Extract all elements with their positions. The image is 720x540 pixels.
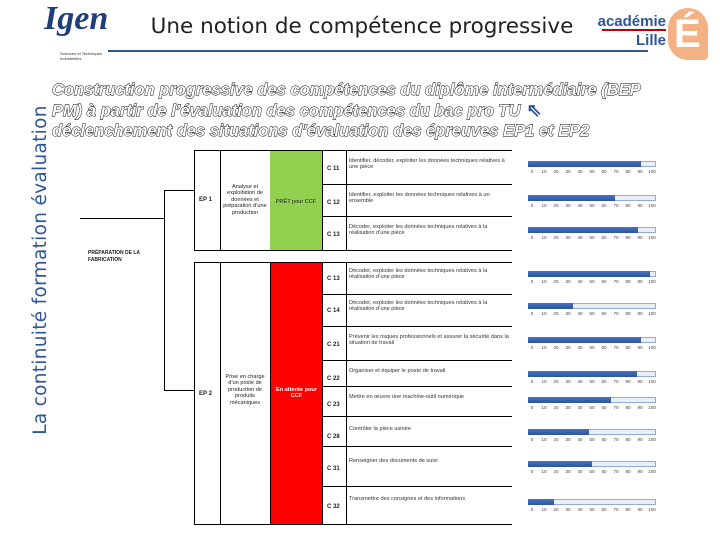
connector-to-ep2: [164, 390, 194, 391]
title-divider: [108, 50, 648, 52]
scale-tick-label: 20: [553, 235, 559, 240]
sidebar-vertical-title: La continuité formation évaluation: [30, 105, 51, 435]
level-bar-fill: [528, 429, 589, 435]
scale-tick-label: 50: [589, 469, 595, 474]
scale-tick-label: 40: [577, 203, 583, 208]
level-scale: [528, 379, 656, 385]
scale-tick-label: 80: [625, 311, 631, 316]
level-scale: [528, 345, 656, 351]
competency-diagram: [0, 150, 720, 540]
competency-level-bar: [528, 370, 656, 384]
scale-tick-label: 10: [541, 203, 547, 208]
scale-tick-label: 50: [589, 203, 595, 208]
scale-tick-label: 90: [637, 279, 643, 284]
ep1-divider-4: [346, 150, 347, 250]
scale-tick-label: 70: [613, 235, 619, 240]
scale-tick-label: 10: [541, 469, 547, 474]
scale-tick-label: 0: [530, 507, 534, 512]
scale-tick-label: 50: [589, 169, 595, 174]
row-separator: [322, 326, 512, 327]
scale-tick-label: 30: [565, 507, 571, 512]
ep2-border-bottom: [194, 524, 512, 525]
scale-tick-label: 60: [601, 345, 607, 350]
ep1-border-top: [194, 150, 512, 151]
scale-tick-label: 60: [601, 311, 607, 316]
scale-tick-label: 80: [625, 469, 631, 474]
scale-tick-label: 80: [625, 437, 631, 442]
scale-tick-label: 10: [541, 311, 547, 316]
scale-tick-label: 70: [613, 437, 619, 442]
level-scale: [528, 235, 656, 241]
scale-tick-label: 60: [601, 469, 607, 474]
scale-tick-label: 30: [565, 203, 571, 208]
level-bar-fill: [528, 303, 573, 309]
scale-tick-label: 90: [637, 169, 643, 174]
scale-tick-label: 100: [648, 345, 656, 350]
scale-tick-label: 90: [637, 379, 643, 384]
scale-tick-label: 70: [613, 345, 619, 350]
ep2-title: Prise en charge d’un poste de production de produits mécaniques: [225, 374, 265, 406]
scale-tick-label: 50: [589, 345, 595, 350]
ep2-status: En attente pour CCF: [275, 387, 318, 400]
competency-text: Mettre en œuvre une machine-outil numérique: [349, 394, 465, 400]
scale-tick-label: 20: [553, 469, 559, 474]
scale-tick-label: 10: [541, 169, 547, 174]
scale-tick-label: 50: [589, 507, 595, 512]
level-bar-fill: [528, 499, 554, 505]
scale-tick-label: 50: [589, 379, 595, 384]
academie-rule: [602, 29, 666, 31]
connector-to-ep1: [164, 190, 194, 191]
scale-tick-label: 40: [577, 379, 583, 384]
scale-tick-label: 100: [648, 507, 656, 512]
competency-code: C 21: [327, 342, 340, 348]
ep2-border-top: [194, 262, 512, 263]
competency-text: Décoder, exploiter les données techniques relatives à la réalisation d’une pièce: [349, 268, 488, 281]
competency-level-bar: [528, 498, 656, 512]
competency-code: C 11: [327, 166, 340, 172]
scale-tick-label: 80: [625, 169, 631, 174]
competency-level-bar: [528, 428, 656, 442]
ep1-divider-1: [220, 150, 221, 250]
row-separator: [322, 216, 512, 217]
academie-e-mark: [668, 8, 708, 60]
scale-tick-label: 90: [637, 235, 643, 240]
scale-tick-label: 0: [530, 169, 534, 174]
competency-text: Décoder, exploiter les données techniques relatives à la réalisation d’une pièce: [349, 300, 488, 313]
row-separator: [322, 386, 512, 387]
scale-tick-label: 50: [589, 405, 595, 410]
row-separator: [322, 294, 512, 295]
scale-tick-label: 30: [565, 235, 571, 240]
row-separator: [322, 486, 512, 487]
ep1-code: EP 1: [199, 197, 212, 203]
level-bar-fill: [528, 195, 615, 201]
scale-tick-label: 70: [613, 169, 619, 174]
scale-tick-label: 40: [577, 507, 583, 512]
scale-tick-label: 100: [648, 469, 656, 474]
competency-level-bar: [528, 460, 656, 474]
competency-code: C 31: [327, 466, 340, 472]
scale-tick-label: 40: [577, 469, 583, 474]
igen-logo-subtitle: Sciences et Techniques Industrielles: [60, 51, 102, 61]
scale-tick-label: 0: [530, 405, 534, 410]
scale-tick-label: 90: [637, 507, 643, 512]
scale-tick-label: 20: [553, 405, 559, 410]
scale-tick-label: 80: [625, 379, 631, 384]
scale-tick-label: 30: [565, 279, 571, 284]
scale-tick-label: 90: [637, 405, 643, 410]
scale-tick-label: 20: [553, 311, 559, 316]
scale-tick-label: 70: [613, 311, 619, 316]
competency-text: Identifier, décoder, exploiter les données techniques relatives à une pièce: [349, 158, 505, 171]
level-bar-fill: [528, 461, 592, 467]
scale-tick-label: 0: [530, 311, 534, 316]
scale-tick-label: 10: [541, 507, 547, 512]
competency-code: C 13: [327, 232, 340, 238]
scale-tick-label: 20: [553, 507, 559, 512]
competency-level-bar: [528, 302, 656, 316]
scale-tick-label: 90: [637, 469, 643, 474]
scale-tick-label: 50: [589, 279, 595, 284]
scale-tick-label: 0: [530, 379, 534, 384]
scale-tick-label: 70: [613, 405, 619, 410]
connector-line: [80, 218, 164, 219]
level-bar-fill: [528, 227, 638, 233]
heading-line-3: déclenchement des situations d’évaluation des épreuves EP1 et EP2: [52, 122, 590, 140]
ep2-divider-4: [346, 262, 347, 524]
row-separator: [322, 446, 512, 447]
scale-tick-label: 0: [530, 469, 534, 474]
academie-word: académie: [597, 13, 666, 30]
scale-tick-label: 0: [530, 279, 534, 284]
scale-tick-label: 60: [601, 437, 607, 442]
scale-tick-label: 100: [648, 203, 656, 208]
scale-tick-label: 40: [577, 405, 583, 410]
ep1-status: PRÊT pour CCF: [275, 199, 317, 205]
scale-tick-label: 100: [648, 279, 656, 284]
ep1-border-left: [194, 150, 195, 250]
scale-tick-label: 10: [541, 437, 547, 442]
scale-tick-label: 20: [553, 203, 559, 208]
ep2-border-left: [194, 262, 195, 524]
scale-tick-label: 60: [601, 169, 607, 174]
scale-tick-label: 60: [601, 405, 607, 410]
competency-text: Organiser et équiper le poste de travail: [349, 368, 446, 374]
ep2-code: EP 2: [199, 391, 212, 397]
scale-tick-label: 90: [637, 437, 643, 442]
level-scale: [528, 507, 656, 513]
scale-tick-label: 60: [601, 379, 607, 384]
scale-tick-label: 80: [625, 345, 631, 350]
scale-tick-label: 60: [601, 279, 607, 284]
level-scale: [528, 169, 656, 175]
competency-level-bar: [528, 226, 656, 240]
level-scale: [528, 437, 656, 443]
scale-tick-label: 100: [648, 405, 656, 410]
ep2-divider-3: [322, 262, 323, 524]
scale-tick-label: 30: [565, 311, 571, 316]
competency-level-bar: [528, 396, 656, 410]
scale-tick-label: 100: [648, 311, 656, 316]
scale-tick-label: 100: [648, 235, 656, 240]
scale-tick-label: 80: [625, 405, 631, 410]
ep2-divider-1: [220, 262, 221, 524]
scale-tick-label: 60: [601, 235, 607, 240]
scale-tick-label: 30: [565, 437, 571, 442]
lille-word: Lille: [635, 32, 666, 49]
scale-tick-label: 10: [541, 405, 547, 410]
scale-tick-label: 80: [625, 507, 631, 512]
competency-level-bar: [528, 270, 656, 284]
scale-tick-label: 40: [577, 437, 583, 442]
scale-tick-label: 80: [625, 279, 631, 284]
slide-title: Une notion de compétence progressive: [150, 14, 574, 39]
ep1-title: Analyse et exploitation de données et préparation d’une production: [223, 184, 267, 216]
scale-tick-label: 10: [541, 345, 547, 350]
scale-tick-label: 10: [541, 279, 547, 284]
row-separator: [322, 416, 512, 417]
competency-text: Contrôler la pièce usinée: [349, 426, 411, 432]
competency-code: C 23: [327, 402, 340, 408]
scale-tick-label: 30: [565, 405, 571, 410]
cursor-arrow-icon: ⇖: [526, 100, 542, 120]
competency-text: Transmettre des consignes et des informations: [349, 496, 466, 502]
level-bar-fill: [528, 397, 611, 403]
scale-tick-label: 80: [625, 235, 631, 240]
competency-code: C 12: [327, 200, 340, 206]
row-separator: [322, 184, 512, 185]
igen-logo-word: Igen: [44, 0, 109, 37]
competency-code: C 22: [327, 376, 340, 382]
scale-tick-label: 80: [625, 203, 631, 208]
level-bar-fill: [528, 337, 641, 343]
left-label: PRÉPARATION DE LA FABRICATION: [88, 250, 140, 263]
academie-lille-logo: [597, 8, 716, 62]
competency-level-bar: [528, 336, 656, 350]
scale-tick-label: 20: [553, 345, 559, 350]
competency-text: Prévenir les risques professionnels et assurer la sécurité dans la situation de travail: [349, 334, 509, 347]
competency-code: C 13: [327, 276, 340, 282]
scale-tick-label: 10: [541, 379, 547, 384]
competency-code: C 28: [327, 434, 340, 440]
competency-text: Identifier, exploiter les données techniques relatives à un ensemble: [349, 192, 490, 205]
scale-tick-label: 60: [601, 507, 607, 512]
scale-tick-label: 0: [530, 437, 534, 442]
scale-tick-label: 70: [613, 279, 619, 284]
heading-line-2: [52, 100, 712, 121]
scale-tick-label: 0: [530, 235, 534, 240]
scale-tick-label: 70: [613, 507, 619, 512]
scale-tick-label: 40: [577, 235, 583, 240]
igen-logo: [44, 0, 110, 66]
scale-tick-label: 0: [530, 345, 534, 350]
level-scale: [528, 203, 656, 209]
competency-code: C 32: [327, 504, 340, 510]
scale-tick-label: 60: [601, 203, 607, 208]
connector-vertical: [164, 190, 165, 390]
level-scale: [528, 405, 656, 411]
level-bar-fill: [528, 371, 637, 377]
level-scale: [528, 469, 656, 475]
scale-tick-label: 20: [553, 437, 559, 442]
scale-tick-label: 90: [637, 345, 643, 350]
scale-tick-label: 30: [565, 345, 571, 350]
scale-tick-label: 10: [541, 235, 547, 240]
level-scale: [528, 311, 656, 317]
ep1-border-bottom: [194, 250, 512, 251]
scale-tick-label: 20: [553, 169, 559, 174]
scale-tick-label: 50: [589, 235, 595, 240]
scale-tick-label: 30: [565, 169, 571, 174]
academie-mark-letter: É: [674, 12, 701, 56]
level-scale: [528, 279, 656, 285]
scale-tick-label: 100: [648, 437, 656, 442]
scale-tick-label: 40: [577, 169, 583, 174]
competency-level-bar: [528, 160, 656, 174]
ep1-divider-3: [322, 150, 323, 250]
scale-tick-label: 90: [637, 203, 643, 208]
row-separator: [322, 360, 512, 361]
competency-code: C 14: [327, 308, 340, 314]
scale-tick-label: 20: [553, 279, 559, 284]
scale-tick-label: 100: [648, 379, 656, 384]
competency-text: Décoder, exploiter les données techniques relatives à la réalisation d’une pièce: [349, 224, 488, 237]
scale-tick-label: 70: [613, 203, 619, 208]
scale-tick-label: 30: [565, 469, 571, 474]
heading-line-2-text: PM) à partir de l’évaluation des compétences du bac pro TU: [52, 102, 521, 120]
scale-tick-label: 70: [613, 469, 619, 474]
scale-tick-label: 30: [565, 379, 571, 384]
scale-tick-label: 70: [613, 379, 619, 384]
scale-tick-label: 0: [530, 203, 534, 208]
scale-tick-label: 100: [648, 169, 656, 174]
scale-tick-label: 50: [589, 311, 595, 316]
scale-tick-label: 40: [577, 345, 583, 350]
level-bar-fill: [528, 271, 650, 277]
scale-tick-label: 50: [589, 437, 595, 442]
scale-tick-label: 90: [637, 311, 643, 316]
heading-line-1: Construction progressive des compétences du diplôme intermédiaire (BEP: [52, 81, 641, 99]
level-bar-fill: [528, 161, 641, 167]
competency-level-bar: [528, 194, 656, 208]
competency-text: Renseigner des documents de suivi: [349, 458, 438, 464]
scale-tick-label: 40: [577, 311, 583, 316]
slide-heading: [52, 80, 712, 141]
scale-tick-label: 20: [553, 379, 559, 384]
scale-tick-label: 40: [577, 279, 583, 284]
